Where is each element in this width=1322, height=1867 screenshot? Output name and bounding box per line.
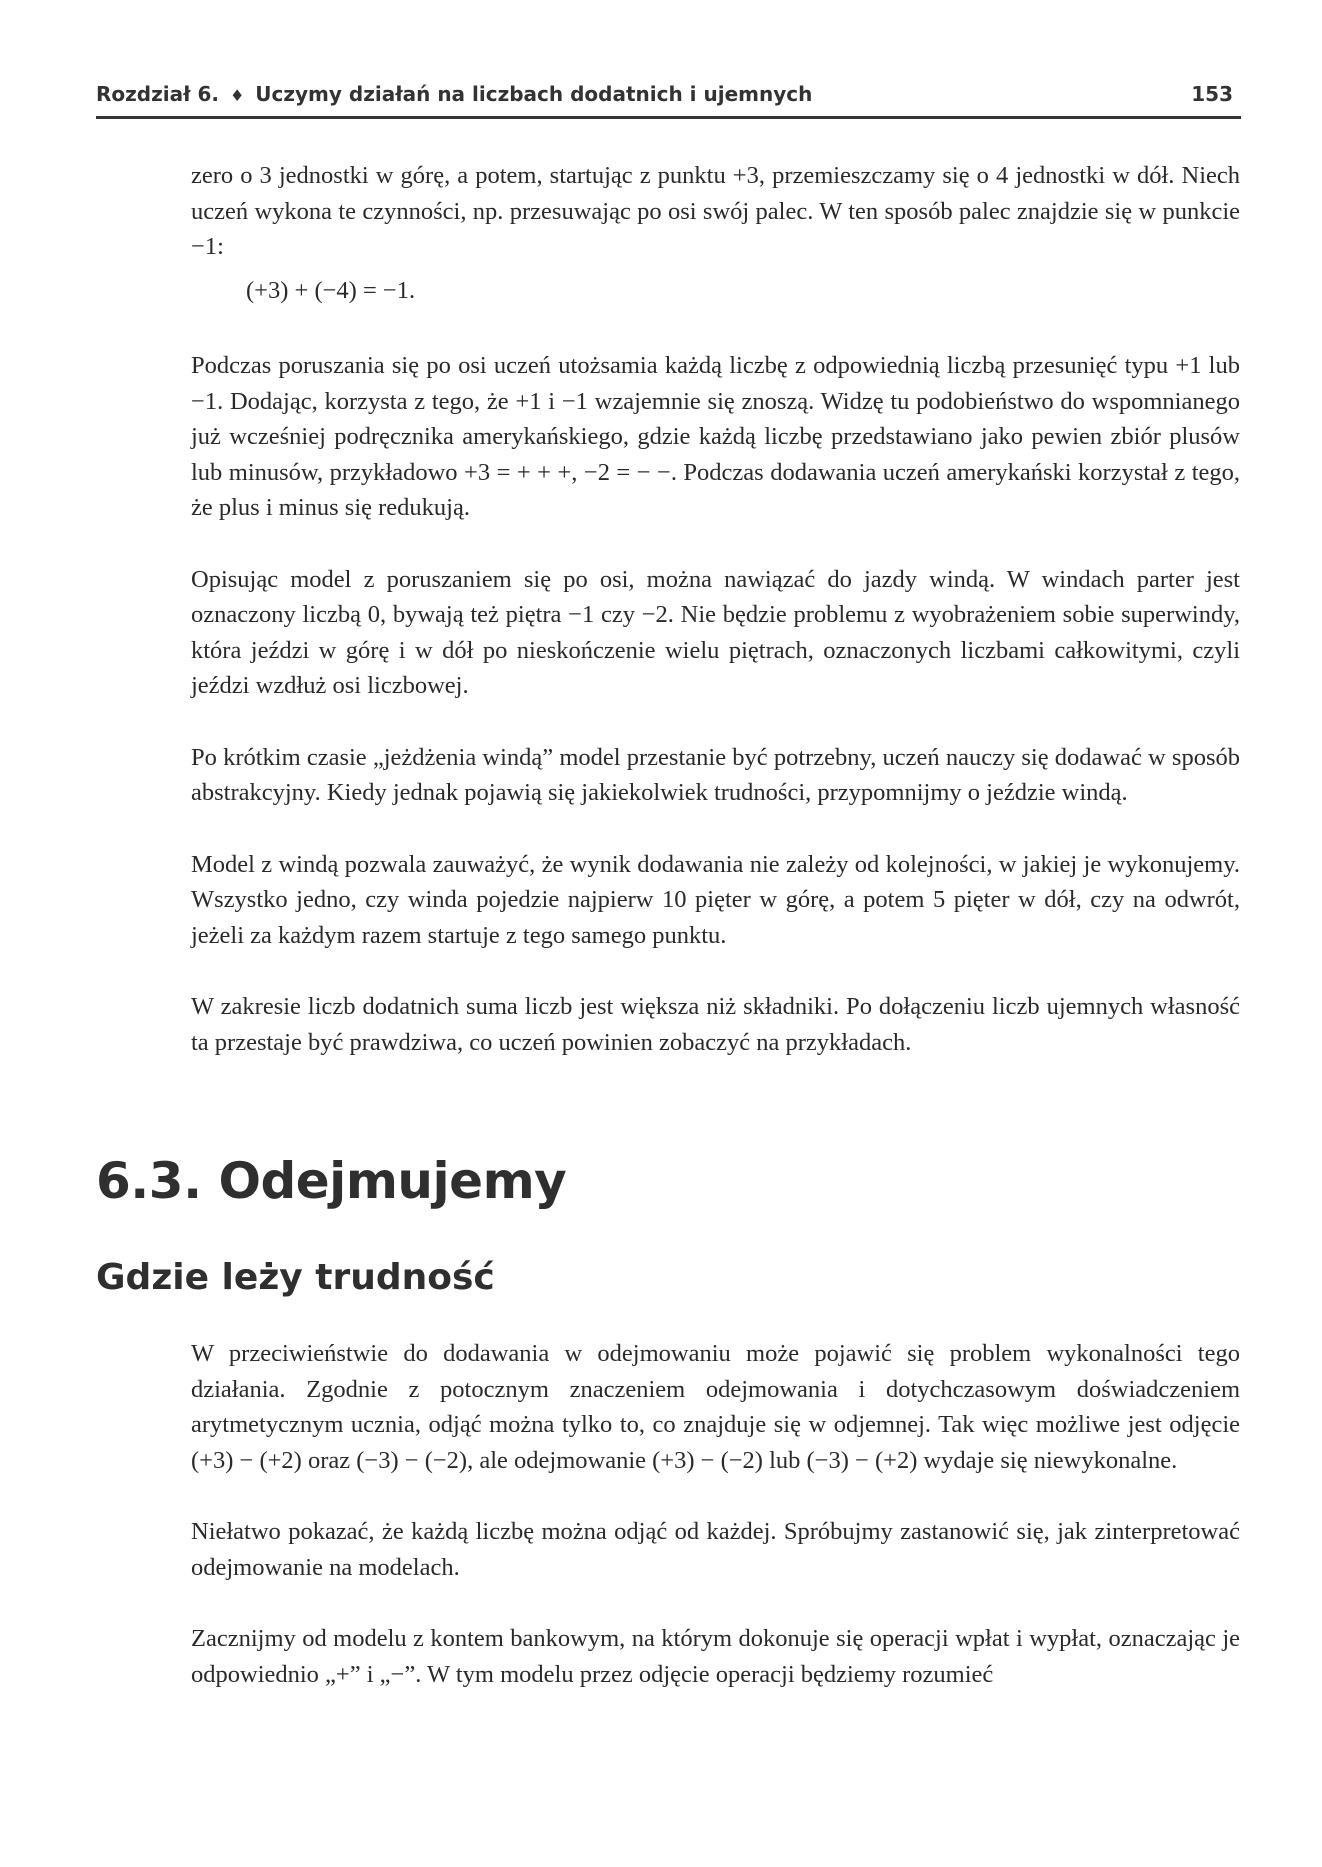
paragraph: Po krótkim czasie „jeżdżenia windą” model przestanie być potrzebny, uczeń nauczy się dodawać w sposób abstrakcyjny. Kiedy jednak pojawią się jakiekolwiek trudności, przypomnijmy o jeździe windą. bbox=[191, 743, 1240, 806]
paragraph: W zakresie liczb dodatnich suma liczb jest większa niż składniki. Po dołączeniu liczb ujemnych własność ta przestaje być prawdziwa, co uczeń powinien zobaczyć na przykładach. bbox=[191, 993, 1240, 1056]
formula: (+3) + (−4) = −1. bbox=[246, 276, 416, 304]
header-chapter-title bbox=[96, 82, 812, 106]
header-chapter: Rozdział 6. bbox=[96, 82, 219, 106]
running-header bbox=[96, 80, 1241, 119]
paragraph: W przeciwieństwie do dodawania w odejmowaniu może pojawić się problem wykonalności tego działania. Zgodnie z potocznym znaczeniem odejmowania i dotychczasowym doświadczeniem arytmetycznym ucznia, odjąć można tylko to, co znajduje się w odjemnej. Tak więc możliwe jest odjęcie (+3) − (+2) oraz (−3) − (−2), ale odejmowanie (+3) − (−2) lub (−3) − (+2) wydaje się niewykonalne. bbox=[191, 1340, 1240, 1474]
page-number: 153 bbox=[1191, 82, 1233, 106]
paragraph: Podczas poruszania się po osi uczeń utożsamia każdą liczbę z odpowiednią liczbą przesunięć typu +1 lub −1. Dodając, korzysta z tego, że +1 i −1 wzajemnie się znoszą. Widzę tu podobieństwo do wspomnianego już wcześniej podręcznika amerykańskiego, gdzie każdą liczbę przedstawiano jako pewien zbiór plusów lub minusów, przykładowo +3 = + + +, −2 = − −. Podczas dodawania uczeń amerykański korzystał z tego, że plus i minus się redukują. bbox=[191, 352, 1240, 521]
paragraph: Model z windą pozwala zauważyć, że wynik dodawania nie zależy od kolejności, w jakiej je wykonujemy. Wszystko jedno, czy winda pojedzie najpierw 10 pięter w górę, a potem 5 pięter w dół, czy na odwrót, jeżeli za każdym razem startuje z tego samego punktu. bbox=[191, 850, 1240, 949]
body-text-section-1 bbox=[191, 158, 1240, 1096]
subsection-heading: Gdzie leży trudność bbox=[96, 1257, 495, 1298]
paragraph: zero o 3 jednostki w górę, a potem, startując z punktu +3, przemieszczamy się o 4 jednostki w dół. Niech uczeń wykona te czynności, np. przesuwając po osi swój palec. W ten sposób palec znajdzie się w punkcie −1: bbox=[191, 162, 1240, 260]
section-heading: 6.3. Odejmujemy bbox=[96, 1152, 567, 1210]
body-text-section-2 bbox=[191, 1336, 1240, 1728]
paragraph: Zacznijmy od modelu z kontem bankowym, na którym dokonuje się operacji wpłat i wypłat, oznaczając je odpowiednio „+” i „−”. W tym modelu przez odjęcie operacji będziemy rozumieć bbox=[191, 1625, 1240, 1688]
paragraph: Niełatwo pokazać, że każdą liczbę można odjąć od każdej. Spróbujmy zastanowić się, jak zinterpretować odejmowanie na modelach. bbox=[191, 1518, 1240, 1581]
diamond-icon: ♦ bbox=[229, 86, 245, 105]
paragraph: Opisując model z poruszaniem się po osi, można nawiązać do jazdy windą. W windach parter jest oznaczony liczbą 0, bywają też piętra −1 czy −2. Nie będzie problemu z wyobrażeniem sobie superwindy, która jeździ w górę i w dół po nieskończenie wielu piętrach, oznaczonych liczbami całkowitymi, czyli jeździ wzdłuż osi liczbowej. bbox=[191, 565, 1240, 699]
header-title: Uczymy działań na liczbach dodatnich i ujemnych bbox=[255, 82, 813, 106]
